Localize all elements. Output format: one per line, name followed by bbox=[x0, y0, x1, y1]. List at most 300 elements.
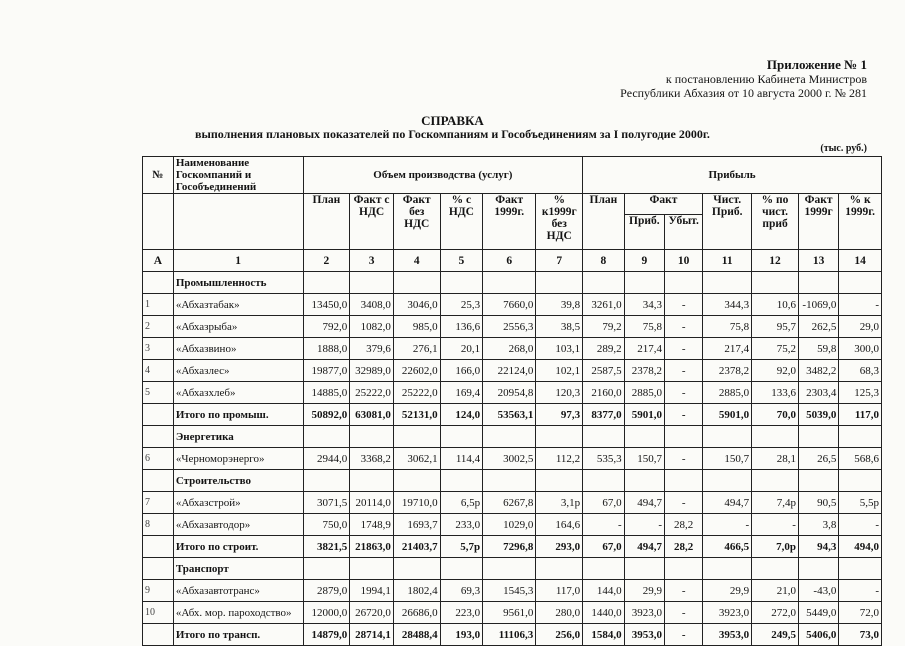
table-cell: 92,0 bbox=[752, 360, 799, 382]
table-cell: 223,0 bbox=[440, 602, 483, 624]
row-name-cell: «Абх. мор. пароходство» bbox=[173, 602, 303, 624]
section-row bbox=[143, 558, 882, 580]
row-name-cell: Итого по промыш. bbox=[173, 404, 303, 426]
header-fact1999: Факт 1999г. bbox=[483, 194, 536, 250]
table-cell: 3046,0 bbox=[393, 294, 440, 316]
row-name-cell: Строительство bbox=[173, 470, 303, 492]
table-cell: 272,0 bbox=[752, 602, 799, 624]
appendix-line-2: Республики Абхазия от 10 августа 2000 г. № 281 bbox=[620, 86, 867, 100]
table-cell: 2944,0 bbox=[303, 448, 350, 470]
row-index-cell bbox=[143, 536, 174, 558]
table-cell bbox=[839, 426, 882, 448]
table-cell: 69,3 bbox=[440, 580, 483, 602]
table-cell: 1029,0 bbox=[483, 514, 536, 536]
table-cell: 3002,5 bbox=[483, 448, 536, 470]
table-cell bbox=[350, 470, 394, 492]
table-cell: 792,0 bbox=[303, 316, 350, 338]
header-profit-net: Чист. Приб. bbox=[703, 194, 752, 250]
table-cell: 3062,1 bbox=[393, 448, 440, 470]
table-cell: 6,5р bbox=[440, 492, 483, 514]
table-cell: 3368,2 bbox=[350, 448, 394, 470]
table-cell: 21,0 bbox=[752, 580, 799, 602]
appendix-block bbox=[620, 58, 867, 100]
table-cell: 3923,0 bbox=[624, 602, 664, 624]
table-cell bbox=[665, 272, 703, 294]
row-index-cell: 3 bbox=[143, 338, 174, 360]
col-number: 5 bbox=[440, 250, 483, 272]
table-cell: 28,2 bbox=[665, 536, 703, 558]
table-cell: 2885,0 bbox=[703, 382, 752, 404]
table-cell bbox=[303, 558, 350, 580]
table-cell: 1748,9 bbox=[350, 514, 394, 536]
row-index-cell: 6 bbox=[143, 448, 174, 470]
table-cell: 21403,7 bbox=[393, 536, 440, 558]
table-cell: 38,5 bbox=[536, 316, 583, 338]
table-cell: 34,3 bbox=[624, 294, 664, 316]
table-cell bbox=[483, 558, 536, 580]
table-cell bbox=[703, 470, 752, 492]
table-cell bbox=[798, 558, 838, 580]
col-number: 14 bbox=[839, 250, 882, 272]
table-cell: 276,1 bbox=[393, 338, 440, 360]
col-number: 6 bbox=[483, 250, 536, 272]
table-row bbox=[143, 580, 882, 602]
table-cell: - bbox=[665, 492, 703, 514]
row-index-cell: 2 bbox=[143, 316, 174, 338]
table-cell bbox=[665, 558, 703, 580]
table-cell: 1994,1 bbox=[350, 580, 394, 602]
table-cell: 102,1 bbox=[536, 360, 583, 382]
table-cell: 289,2 bbox=[583, 338, 624, 360]
table-cell: 262,5 bbox=[798, 316, 838, 338]
table-cell: 95,7 bbox=[752, 316, 799, 338]
table-cell: 26,5 bbox=[798, 448, 838, 470]
table-cell: 9561,0 bbox=[483, 602, 536, 624]
col-number: 2 bbox=[303, 250, 350, 272]
col-number: 10 bbox=[665, 250, 703, 272]
table-cell: 32989,0 bbox=[350, 360, 394, 382]
table-cell: 494,7 bbox=[624, 536, 664, 558]
table-row bbox=[143, 514, 882, 536]
header-pct1999: % к1999г без НДС bbox=[536, 194, 583, 250]
table-cell: 29,9 bbox=[624, 580, 664, 602]
table-cell bbox=[393, 470, 440, 492]
header-row-main bbox=[143, 157, 882, 194]
row-name-cell: «Абхазлес» bbox=[173, 360, 303, 382]
table-cell bbox=[624, 470, 664, 492]
table-cell: -43,0 bbox=[798, 580, 838, 602]
table-cell bbox=[350, 272, 394, 294]
table-cell: 19877,0 bbox=[303, 360, 350, 382]
column-number-row bbox=[143, 250, 882, 272]
table-row bbox=[143, 602, 882, 624]
units-label: (тыс. руб.) bbox=[820, 143, 867, 154]
row-index-cell: 10 bbox=[143, 602, 174, 624]
header-profit-fact: Факт bbox=[624, 194, 703, 215]
table-cell: 494,7 bbox=[703, 492, 752, 514]
table-cell: 2378,2 bbox=[624, 360, 664, 382]
header-profit-plan: План bbox=[583, 194, 624, 250]
table-cell: 25,3 bbox=[440, 294, 483, 316]
table-cell: 3,8 bbox=[798, 514, 838, 536]
table-cell: 26686,0 bbox=[393, 602, 440, 624]
table-cell: 379,6 bbox=[350, 338, 394, 360]
table-row bbox=[143, 492, 882, 514]
table-cell: 13450,0 bbox=[303, 294, 350, 316]
table-cell: 5406,0 bbox=[798, 624, 838, 646]
table-cell: 68,3 bbox=[839, 360, 882, 382]
table-cell: - bbox=[703, 514, 752, 536]
table-cell: 2885,0 bbox=[624, 382, 664, 404]
table-cell: 6267,8 bbox=[483, 492, 536, 514]
table-row bbox=[143, 294, 882, 316]
table-cell: 29,9 bbox=[703, 580, 752, 602]
table-row bbox=[143, 360, 882, 382]
col-number: 1 bbox=[173, 250, 303, 272]
table-cell: 233,0 bbox=[440, 514, 483, 536]
header-plan: План bbox=[303, 194, 350, 250]
table-cell: 67,0 bbox=[583, 536, 624, 558]
table-cell: - bbox=[752, 514, 799, 536]
table-cell: 52131,0 bbox=[393, 404, 440, 426]
table-cell: 124,0 bbox=[440, 404, 483, 426]
appendix-title: Приложение № 1 bbox=[766, 57, 867, 72]
table-cell: 97,3 bbox=[536, 404, 583, 426]
table-cell bbox=[624, 272, 664, 294]
table-cell: 7,4р bbox=[752, 492, 799, 514]
header-fact-vat: Факт с НДС bbox=[350, 194, 394, 250]
table-cell: 985,0 bbox=[393, 316, 440, 338]
table-cell: 90,5 bbox=[798, 492, 838, 514]
table-cell: 2556,3 bbox=[483, 316, 536, 338]
table-cell: 63081,0 bbox=[350, 404, 394, 426]
table-cell bbox=[536, 426, 583, 448]
row-index-cell: 4 bbox=[143, 360, 174, 382]
table-cell: 1888,0 bbox=[303, 338, 350, 360]
table-cell: - bbox=[665, 360, 703, 382]
total-row bbox=[143, 404, 882, 426]
table-cell bbox=[583, 426, 624, 448]
table-cell: 7,0р bbox=[752, 536, 799, 558]
table-cell: - bbox=[839, 514, 882, 536]
table-cell bbox=[483, 426, 536, 448]
header-profit-fact1999: Факт 1999г bbox=[798, 194, 838, 250]
table-cell: 150,7 bbox=[703, 448, 752, 470]
table-cell bbox=[303, 426, 350, 448]
header-ubyt: Убыт. bbox=[665, 215, 703, 250]
table-cell: 293,0 bbox=[536, 536, 583, 558]
table-cell: 10,6 bbox=[752, 294, 799, 316]
table-cell: 14879,0 bbox=[303, 624, 350, 646]
table-cell: 568,6 bbox=[839, 448, 882, 470]
table-cell: 20,1 bbox=[440, 338, 483, 360]
table-cell: 59,8 bbox=[798, 338, 838, 360]
table-cell: 8377,0 bbox=[583, 404, 624, 426]
row-index-cell: 5 bbox=[143, 382, 174, 404]
row-index-cell: 7 bbox=[143, 492, 174, 514]
table-cell: 3923,0 bbox=[703, 602, 752, 624]
table-cell bbox=[483, 272, 536, 294]
table-cell: 166,0 bbox=[440, 360, 483, 382]
col-number: 8 bbox=[583, 250, 624, 272]
table-cell: 217,4 bbox=[703, 338, 752, 360]
table-cell bbox=[393, 426, 440, 448]
table-row bbox=[143, 448, 882, 470]
table-cell: 7660,0 bbox=[483, 294, 536, 316]
table-cell: 20954,8 bbox=[483, 382, 536, 404]
table-row bbox=[143, 316, 882, 338]
row-index-cell: 8 bbox=[143, 514, 174, 536]
section-row bbox=[143, 426, 882, 448]
table-cell: 114,4 bbox=[440, 448, 483, 470]
table-cell: - bbox=[665, 602, 703, 624]
table-cell bbox=[665, 470, 703, 492]
table-cell: 75,2 bbox=[752, 338, 799, 360]
table-cell bbox=[798, 272, 838, 294]
table-cell: 150,7 bbox=[624, 448, 664, 470]
table-cell: 2303,4 bbox=[798, 382, 838, 404]
header-pct-net: % по чист. приб bbox=[752, 194, 799, 250]
col-number: 12 bbox=[752, 250, 799, 272]
document-title: СПРАВКА bbox=[421, 113, 484, 128]
table-cell bbox=[703, 272, 752, 294]
document-subtitle: выполнения плановых показателей по Госкомпаниям и Гособъединениям за I полугодие 2000г. bbox=[195, 127, 710, 141]
table-cell bbox=[624, 426, 664, 448]
report-table bbox=[142, 156, 882, 646]
row-name-cell: «Абхазавтодор» bbox=[173, 514, 303, 536]
table-cell: 5,5р bbox=[839, 492, 882, 514]
table-cell: 28,1 bbox=[752, 448, 799, 470]
row-name-cell: Энергетика bbox=[173, 426, 303, 448]
row-index-cell: 9 bbox=[143, 580, 174, 602]
table-cell: 72,0 bbox=[839, 602, 882, 624]
table-cell: 11106,3 bbox=[483, 624, 536, 646]
table-cell: 3,1р bbox=[536, 492, 583, 514]
table-cell bbox=[536, 272, 583, 294]
table-cell: 750,0 bbox=[303, 514, 350, 536]
row-index-cell bbox=[143, 272, 174, 294]
table-cell: - bbox=[665, 624, 703, 646]
table-cell: 79,2 bbox=[583, 316, 624, 338]
table-cell: 120,3 bbox=[536, 382, 583, 404]
table-cell: 144,0 bbox=[583, 580, 624, 602]
table-cell: 1802,4 bbox=[393, 580, 440, 602]
table-cell: 466,5 bbox=[703, 536, 752, 558]
table-cell: 3482,2 bbox=[798, 360, 838, 382]
table-cell: 5901,0 bbox=[703, 404, 752, 426]
table-cell: 19710,0 bbox=[393, 492, 440, 514]
table-cell bbox=[752, 470, 799, 492]
header-fact-novat: Факт без НДС bbox=[393, 194, 440, 250]
table-cell: 2378,2 bbox=[703, 360, 752, 382]
section-row bbox=[143, 470, 882, 492]
table-cell: 1082,0 bbox=[350, 316, 394, 338]
header-name: Наименование Госкомпаний и Гособъединений bbox=[173, 157, 303, 194]
table-cell: 94,3 bbox=[798, 536, 838, 558]
table-cell bbox=[393, 558, 440, 580]
table-cell: 535,3 bbox=[583, 448, 624, 470]
col-number: 4 bbox=[393, 250, 440, 272]
table-cell: 21863,0 bbox=[350, 536, 394, 558]
table-cell: 5449,0 bbox=[798, 602, 838, 624]
table-cell: 2587,5 bbox=[583, 360, 624, 382]
table-cell: 12000,0 bbox=[303, 602, 350, 624]
table-cell: 103,1 bbox=[536, 338, 583, 360]
table-cell: 3821,5 bbox=[303, 536, 350, 558]
table-row bbox=[143, 382, 882, 404]
row-name-cell: «Абхазхлеб» bbox=[173, 382, 303, 404]
table-cell: 29,0 bbox=[839, 316, 882, 338]
table-cell: 217,4 bbox=[624, 338, 664, 360]
table-cell: 1545,3 bbox=[483, 580, 536, 602]
col-number: 7 bbox=[536, 250, 583, 272]
table-cell bbox=[440, 272, 483, 294]
total-row bbox=[143, 536, 882, 558]
table-cell: 53563,1 bbox=[483, 404, 536, 426]
table-cell: 133,6 bbox=[752, 382, 799, 404]
row-name-cell: «Абхазрыба» bbox=[173, 316, 303, 338]
table-cell: 3071,5 bbox=[303, 492, 350, 514]
table-cell: 125,3 bbox=[839, 382, 882, 404]
table-cell: 3408,0 bbox=[350, 294, 394, 316]
table-cell: 75,8 bbox=[624, 316, 664, 338]
table-cell bbox=[839, 470, 882, 492]
table-cell bbox=[303, 272, 350, 294]
table-cell: - bbox=[665, 448, 703, 470]
table-cell bbox=[536, 558, 583, 580]
row-index-cell: 1 bbox=[143, 294, 174, 316]
row-index-cell bbox=[143, 470, 174, 492]
table-cell: - bbox=[665, 404, 703, 426]
header-prib: Приб. bbox=[624, 215, 664, 250]
table-cell bbox=[350, 426, 394, 448]
table-cell: 193,0 bbox=[440, 624, 483, 646]
table-cell: 249,5 bbox=[752, 624, 799, 646]
table-cell bbox=[665, 426, 703, 448]
table-cell: 3953,0 bbox=[703, 624, 752, 646]
section-row bbox=[143, 272, 882, 294]
table-cell bbox=[703, 426, 752, 448]
row-name-cell: «Абхазвино» bbox=[173, 338, 303, 360]
table-cell: 3953,0 bbox=[624, 624, 664, 646]
table-cell: - bbox=[665, 294, 703, 316]
table-cell: 2160,0 bbox=[583, 382, 624, 404]
row-name-cell: Итого по трансп. bbox=[173, 624, 303, 646]
col-number: 11 bbox=[703, 250, 752, 272]
header-pct-vat: % с НДС bbox=[440, 194, 483, 250]
row-index-cell bbox=[143, 558, 174, 580]
table-cell: 70,0 bbox=[752, 404, 799, 426]
table-cell: 25222,0 bbox=[393, 382, 440, 404]
header-profit: Прибыль bbox=[583, 157, 882, 194]
table-cell: 67,0 bbox=[583, 492, 624, 514]
table-cell bbox=[583, 470, 624, 492]
col-number: 13 bbox=[798, 250, 838, 272]
table-cell: 75,8 bbox=[703, 316, 752, 338]
table-cell: - bbox=[839, 580, 882, 602]
table-cell: 3261,0 bbox=[583, 294, 624, 316]
table-cell: 28,2 bbox=[665, 514, 703, 536]
table-cell bbox=[583, 558, 624, 580]
table-cell: 22124,0 bbox=[483, 360, 536, 382]
table-cell: 117,0 bbox=[536, 580, 583, 602]
table-cell: 268,0 bbox=[483, 338, 536, 360]
table-cell: 169,4 bbox=[440, 382, 483, 404]
col-number: 9 bbox=[624, 250, 664, 272]
table-cell: 112,2 bbox=[536, 448, 583, 470]
total-row bbox=[143, 624, 882, 646]
table-cell: 20114,0 bbox=[350, 492, 394, 514]
col-number: А bbox=[143, 250, 174, 272]
table-cell bbox=[483, 470, 536, 492]
table-cell bbox=[536, 470, 583, 492]
table-cell bbox=[393, 272, 440, 294]
table-cell: 344,3 bbox=[703, 294, 752, 316]
row-name-cell: «Абхазавтотранс» bbox=[173, 580, 303, 602]
table-cell bbox=[303, 470, 350, 492]
table-cell bbox=[798, 470, 838, 492]
table-cell: 50892,0 bbox=[303, 404, 350, 426]
table-cell: - bbox=[583, 514, 624, 536]
table-cell bbox=[440, 470, 483, 492]
table-cell bbox=[440, 558, 483, 580]
table-cell: 280,0 bbox=[536, 602, 583, 624]
table-cell: 1440,0 bbox=[583, 602, 624, 624]
table-row bbox=[143, 338, 882, 360]
row-index-cell bbox=[143, 404, 174, 426]
table-cell: - bbox=[839, 294, 882, 316]
table-cell bbox=[703, 558, 752, 580]
table-cell bbox=[440, 426, 483, 448]
table-cell: 25222,0 bbox=[350, 382, 394, 404]
table-cell: -1069,0 bbox=[798, 294, 838, 316]
table-cell: 494,0 bbox=[839, 536, 882, 558]
table-cell: 7296,8 bbox=[483, 536, 536, 558]
row-name-cell: Итого по строит. bbox=[173, 536, 303, 558]
table-cell: - bbox=[665, 580, 703, 602]
table-cell: 256,0 bbox=[536, 624, 583, 646]
table-cell: 5039,0 bbox=[798, 404, 838, 426]
table-cell: - bbox=[665, 316, 703, 338]
table-cell bbox=[350, 558, 394, 580]
table-cell bbox=[798, 426, 838, 448]
col-number: 3 bbox=[350, 250, 394, 272]
table-cell: 26720,0 bbox=[350, 602, 394, 624]
table-cell: 14885,0 bbox=[303, 382, 350, 404]
table-cell bbox=[583, 272, 624, 294]
row-name-cell: «Абхазтабак» bbox=[173, 294, 303, 316]
table-cell: 117,0 bbox=[839, 404, 882, 426]
table-cell bbox=[624, 558, 664, 580]
appendix-line-1: к постановлению Кабинета Министров bbox=[665, 72, 867, 86]
table-cell: 164,6 bbox=[536, 514, 583, 536]
row-name-cell: «Абхазстрой» bbox=[173, 492, 303, 514]
table-cell: - bbox=[665, 382, 703, 404]
table-cell bbox=[752, 426, 799, 448]
table-cell: 39,8 bbox=[536, 294, 583, 316]
table-cell bbox=[752, 558, 799, 580]
table-cell: 28488,4 bbox=[393, 624, 440, 646]
table-body bbox=[143, 272, 882, 646]
table-cell: 5,7р bbox=[440, 536, 483, 558]
table-cell bbox=[839, 558, 882, 580]
table-cell bbox=[752, 272, 799, 294]
row-name-cell: «Черноморэнерго» bbox=[173, 448, 303, 470]
header-profit-pct1999: % к 1999г. bbox=[839, 194, 882, 250]
table-cell: 494,7 bbox=[624, 492, 664, 514]
table-cell: 22602,0 bbox=[393, 360, 440, 382]
row-index-cell bbox=[143, 426, 174, 448]
